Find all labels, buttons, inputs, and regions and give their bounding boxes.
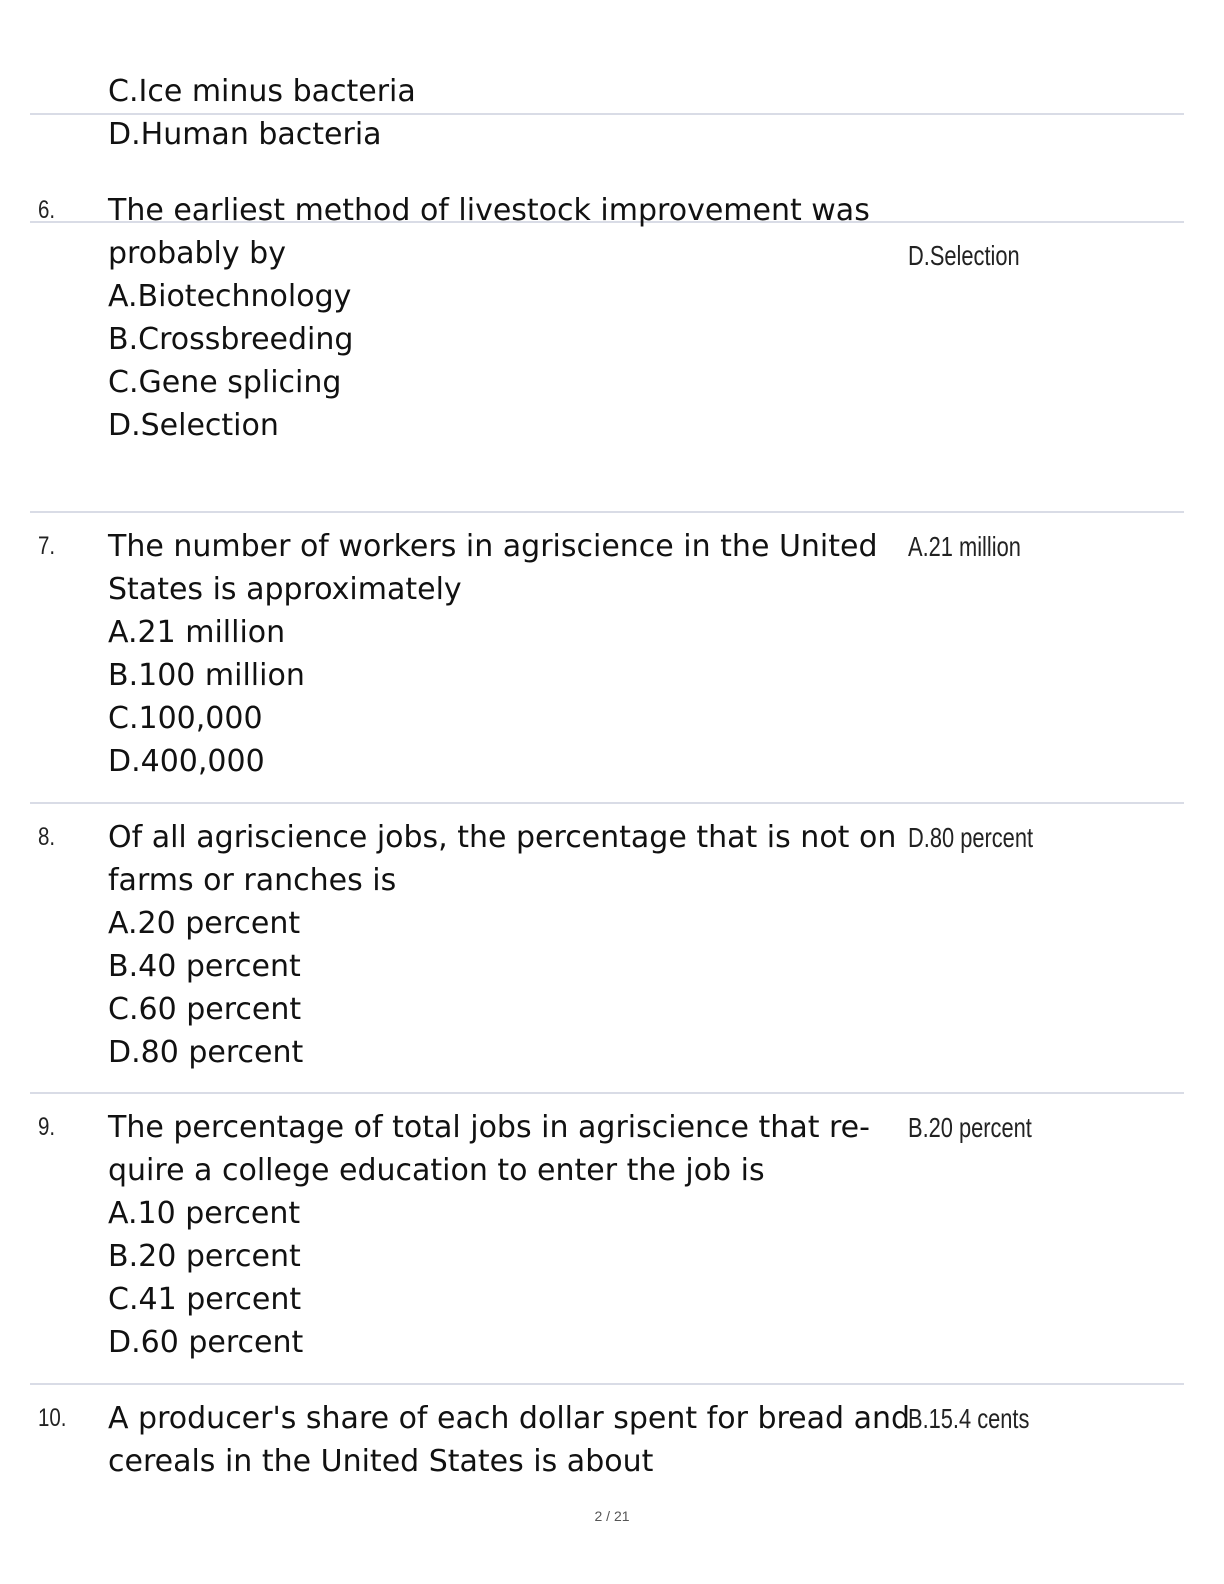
divider (30, 1092, 1184, 1094)
question-10 (108, 1397, 910, 1483)
option-line: D.80 percent (108, 1035, 304, 1070)
option-line: D.Selection (108, 408, 279, 443)
question-number: 10. (38, 1404, 67, 1432)
option-line: D.400,000 (108, 744, 265, 779)
question-text-line: Of all agriscience jobs, the percentage that is not on (108, 820, 897, 855)
question-text-line: The number of workers in agriscience in the United (108, 529, 878, 564)
divider (30, 802, 1184, 804)
question-6 (108, 189, 870, 447)
answer: B.15.4 cents (908, 1403, 1030, 1434)
page-number: 2 / 21 (594, 1508, 630, 1524)
answer: D.Selection (908, 240, 1020, 271)
answer: B.20 percent (908, 1112, 1032, 1143)
option-line: D.60 percent (108, 1325, 304, 1360)
question-number: 9. (38, 1113, 56, 1141)
question-text-line: The percentage of total jobs in agriscience that re- (108, 1110, 870, 1145)
question-text-line: cereals in the United States is about (108, 1444, 654, 1479)
divider (30, 1383, 1184, 1385)
option-line: A.20 percent (108, 906, 301, 941)
option-line: C.60 percent (108, 992, 302, 1027)
option-line: A.10 percent (108, 1196, 301, 1231)
question-text-line: A producer's share of each dollar spent for bread and (108, 1401, 911, 1436)
question-text-line: States is approximately (108, 572, 462, 607)
question-number: 8. (38, 823, 56, 851)
question-number: 7. (38, 532, 56, 560)
question-8 (108, 816, 896, 1074)
answer: D.80 percent (908, 822, 1034, 853)
question-number: 6. (38, 196, 56, 224)
option-line: C.Ice minus bacteria (108, 74, 416, 109)
question-text-line: probably by (108, 236, 286, 271)
divider (30, 511, 1184, 513)
question-7 (108, 525, 878, 783)
option-line: A.21 million (108, 615, 286, 650)
option-line: C.41 percent (108, 1282, 302, 1317)
option-line: A.Biotechnology (108, 279, 352, 314)
question-text-line: farms or ranches is (108, 863, 397, 898)
option-line: D.Human bacteria (108, 117, 382, 152)
option-line: B.20 percent (108, 1239, 301, 1274)
option-line: B.Crossbreeding (108, 322, 354, 357)
option-line: C.100,000 (108, 701, 263, 736)
question-9 (108, 1106, 870, 1364)
question-text-line: quire a college education to enter the job is (108, 1153, 765, 1188)
answer: A.21 million (908, 531, 1021, 562)
option-line: B.100 million (108, 658, 305, 693)
divider (30, 113, 1184, 115)
option-line: C.Gene splicing (108, 365, 342, 400)
option-line: B.40 percent (108, 949, 301, 984)
question-text-line: The earliest method of livestock improvement was (108, 193, 870, 228)
